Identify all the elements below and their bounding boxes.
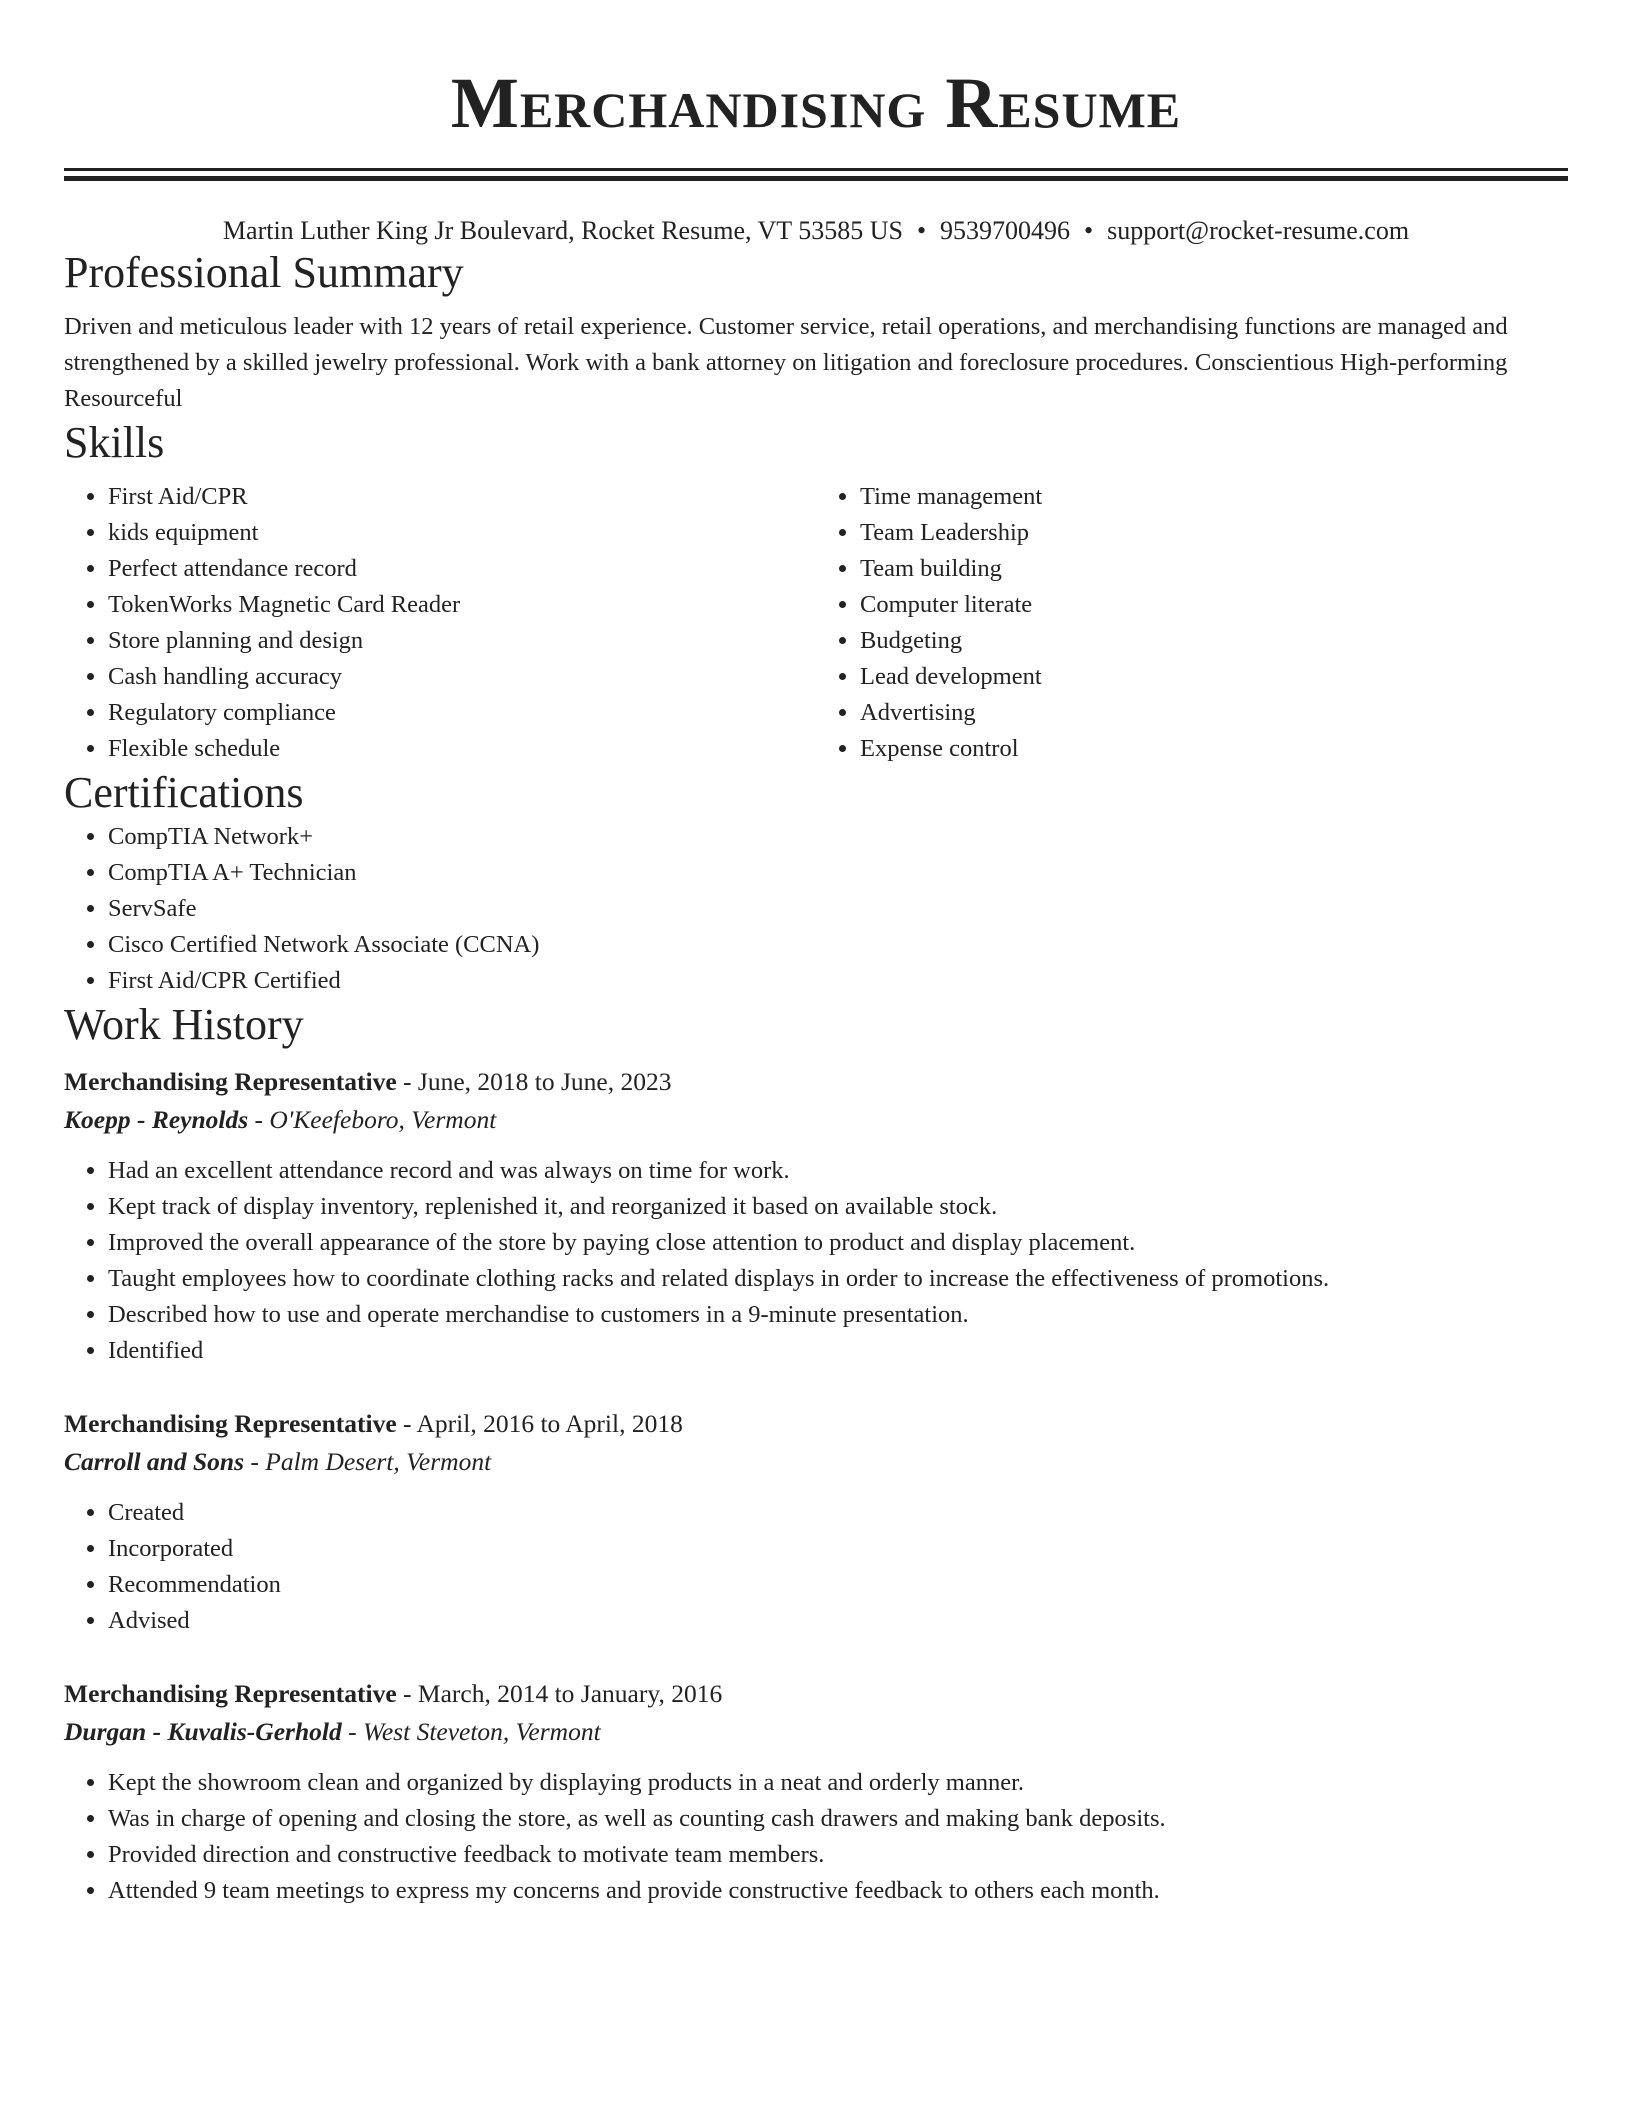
summary-heading: Professional Summary [64,248,464,297]
skill-item: • kids equipment [108,515,816,551]
certification-item: • First Aid/CPR Certified [108,963,1568,999]
job-employer [64,1713,1568,1751]
certification-item: • Cisco Certified Network Associate (CCNA) [108,927,1568,963]
contact-address: Martin Luther King Jr Boulevard, Rocket Resume, VT 53585 US [222,216,903,245]
job-duty: • Improved the overall appearance of the store by paying close attention to product and display placement. [108,1225,1568,1261]
certification-item: • CompTIA Network+ [108,819,1568,855]
job-duty: • Incorporated [108,1531,1568,1567]
contact-line [64,215,1568,247]
work-history-heading: Work History [64,1000,304,1049]
job-duties-list [64,1153,1568,1369]
skill-item: • First Aid/CPR [108,479,816,515]
job-duty: • Provided direction and constructive feedback to motivate team members. [108,1837,1568,1873]
job-employer [64,1101,1568,1139]
job-duty: • Recommendation [108,1567,1568,1603]
certification-item: • CompTIA A+ Technician [108,855,1568,891]
skill-item: • Regulatory compliance [108,695,816,731]
job-duty: • Described how to use and operate merchandise to customers in a 9-minute presentation. [108,1297,1568,1333]
job-duty: • Kept the showroom clean and organized by displaying products in a neat and orderly manner. [108,1765,1568,1801]
job-location: - Palm Desert, Vermont [244,1447,492,1476]
job-duty: • Taught employees how to coordinate clothing racks and related displays in order to increase the effectiveness of promotions. [108,1261,1568,1297]
job-location: - O'Keefeboro, Vermont [248,1105,497,1134]
skill-item: • Computer literate [860,587,1568,623]
job-entry [64,1063,1568,1369]
job-duties-list [64,1495,1568,1639]
summary-text: Driven and meticulous leader with 12 years of retail experience. Customer service, retail operations, and merchandising functions are managed and strengthened by a skilled jewelry professional. Work with a bank attorney on litigation and foreclosure procedures. Conscientious High-performing Resourceful [64,313,1508,412]
skill-item: • Cash handling accuracy [108,659,816,695]
contact-phone: 9539700496 [940,216,1071,245]
job-role: Merchandising Representative [64,1409,397,1438]
title-divider-top [64,168,1568,171]
contact-separator: • [1084,216,1094,245]
skill-item: • Team building [860,551,1568,587]
job-duty: • Was in charge of opening and closing the store, as well as counting cash drawers and making bank deposits. [108,1801,1568,1837]
job-duty: • Identified [108,1333,1568,1369]
job-duty: • Advised [108,1603,1568,1639]
job-role: Merchandising Representative [64,1679,397,1708]
summary-section [64,247,1568,417]
work-history-section [64,999,1568,1909]
skill-item: • Perfect attendance record [108,551,816,587]
job-company: Durgan - Kuvalis-Gerhold [64,1717,342,1746]
certifications-list [64,819,1568,999]
certification-item: • ServSafe [108,891,1568,927]
job-entry [64,1405,1568,1639]
skills-heading: Skills [64,418,165,467]
contact-email: support@rocket-resume.com [1107,216,1410,245]
job-duty: • Kept track of display inventory, replenished it, and reorganized it based on available stock. [108,1189,1568,1225]
job-location: - West Steveton, Vermont [341,1717,601,1746]
certifications-section [64,767,1568,999]
job-company: Koepp - Reynolds [64,1105,249,1134]
skill-item: • Flexible schedule [108,731,816,767]
job-employer [64,1443,1568,1481]
job-role: Merchandising Representative [64,1067,397,1096]
skill-item: • TokenWorks Magnetic Card Reader [108,587,816,623]
job-company: Carroll and Sons [64,1447,244,1476]
job-duties-list [64,1765,1568,1909]
job-dates: - April, 2016 to April, 2018 [396,1409,683,1438]
skill-item: • Advertising [860,695,1568,731]
skills-section [64,417,1568,767]
contact-separator: • [916,216,927,245]
job-header [64,1063,1568,1101]
job-header [64,1405,1568,1443]
job-header [64,1675,1568,1713]
skills-list-left [64,479,816,767]
skill-item: • Budgeting [860,623,1568,659]
job-dates: - June, 2018 to June, 2023 [396,1067,672,1096]
title-divider-bottom [64,176,1568,181]
skill-item: • Store planning and design [108,623,816,659]
skill-item: • Lead development [860,659,1568,695]
skills-grid [64,479,1568,767]
job-duty: • Created [108,1495,1568,1531]
page-title: Merchandising Resume [450,63,1182,143]
skill-item: • Expense control [860,731,1568,767]
skills-list-right [816,479,1568,767]
job-duty: • Had an excellent attendance record and was always on time for work. [108,1153,1568,1189]
skill-item: • Team Leadership [860,515,1568,551]
certifications-heading: Certifications [64,768,304,817]
skill-item: • Time management [860,479,1568,515]
job-dates: - March, 2014 to January, 2016 [396,1679,723,1708]
job-entry [64,1675,1568,1909]
job-duty: • Attended 9 team meetings to express my concerns and provide constructive feedback to others each month. [108,1873,1568,1909]
